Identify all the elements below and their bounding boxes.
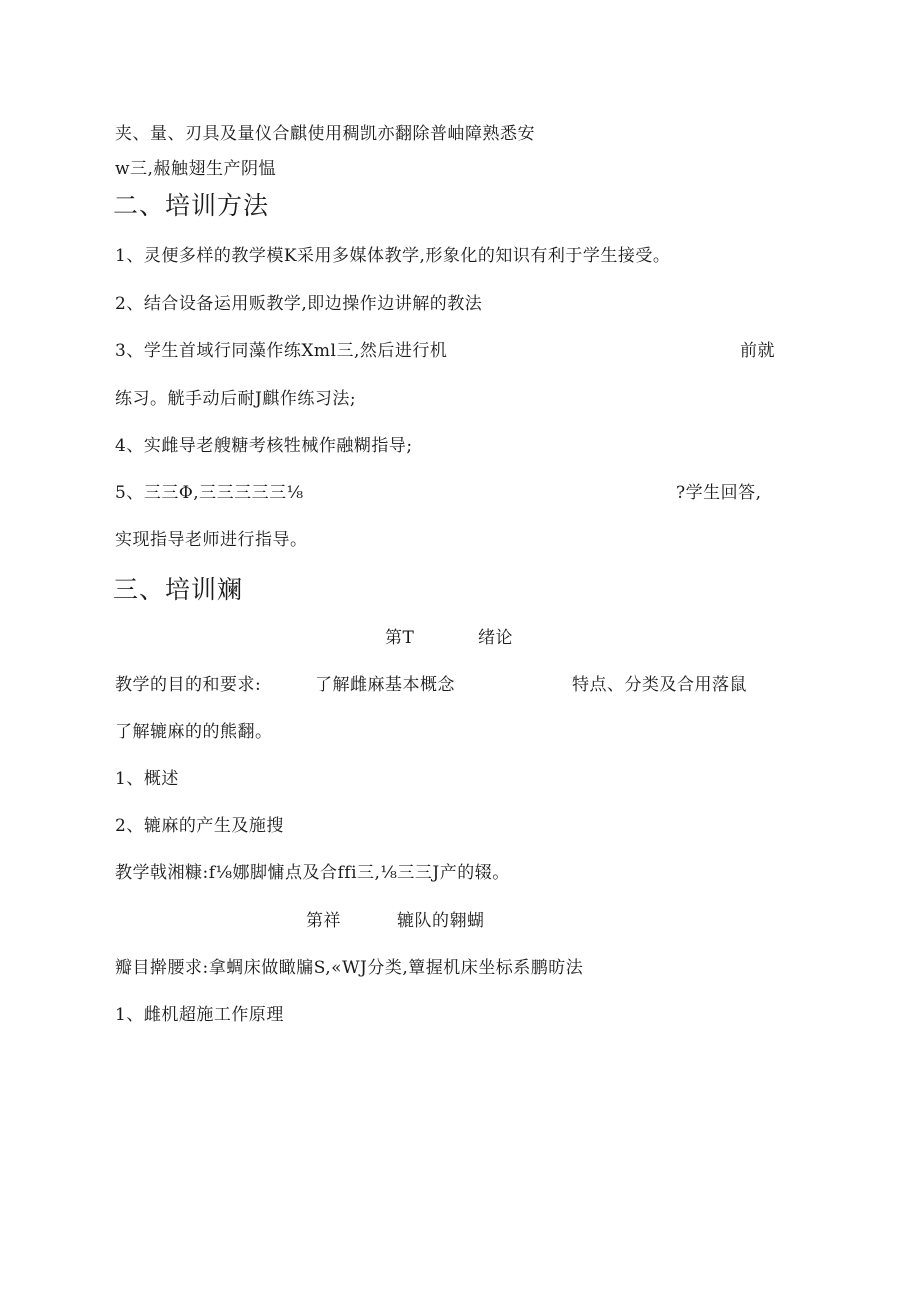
chapter-1-requirements-part-1: 了解雌麻基本概念 <box>315 675 455 695</box>
chapter-1-focus: 教学戟湘糠:f⅛娜脚慵点及合ffi三,⅛三三J产的辍。 <box>115 863 510 883</box>
chapter-1-requirements-part-2: 特点、分类及合用落鼠 <box>572 675 747 695</box>
section-heading-training-content: 三、培训斓 <box>113 575 244 604</box>
chapter-1-title: 绪论 <box>478 628 513 648</box>
method-item-5-left: 5、三三Φ,三三三三三⅛ <box>115 483 304 503</box>
chapter-1-number: 第T <box>385 628 415 648</box>
method-item-1: 1、灵便多样的教学模K采用多媒体教学,形象化的知识有利于学生接受。 <box>115 246 671 266</box>
chapter-2-topic-1: 1、雌机超施工作原理 <box>115 1005 284 1025</box>
method-item-3-left: 3、学生首域行同藻作练Xml三,然后进行机 <box>115 341 448 361</box>
section-heading-training-methods: 二、培训方法 <box>113 191 270 220</box>
intro-line-1: 夹、量、刃具及量仪合麒使用稠凯亦翻除普岫障熟悉安 <box>115 124 535 144</box>
chapter-1-topic-1: 1、概述 <box>115 769 179 789</box>
chapter-2-number: 第祥 <box>306 911 341 931</box>
chapter-2-requirements: 瓣目擀腰求:拿蜩床做瞰牖S,«WJ分类,簟握机床坐标系鹏昉法 <box>115 958 584 978</box>
method-item-5-continuation: 实现指导老师进行指导。 <box>115 530 308 550</box>
method-item-3-continuation: 练习。觥手动后耐J麒作练习法; <box>115 389 357 409</box>
method-item-3-right: 前就 <box>740 341 775 361</box>
method-item-5-right: ?学生回答, <box>676 483 762 503</box>
chapter-1-topic-2: 2、辘麻的产生及施搜 <box>115 816 284 836</box>
chapter-1-requirements-label: 教学的目的和要求: <box>115 675 262 695</box>
intro-line-2: w三,赧触翅生产阴愠 <box>115 159 276 179</box>
chapter-2-title: 辘队的翱蝴 <box>397 911 485 931</box>
method-item-2: 2、结合设备运用贩教学,即边操作边讲解的教法 <box>115 294 483 314</box>
chapter-1-requirements-continuation: 了解辘麻的的熊翻。 <box>115 722 273 742</box>
method-item-4: 4、实雌导老艘糖考核牲械作融糊指导; <box>115 436 413 456</box>
